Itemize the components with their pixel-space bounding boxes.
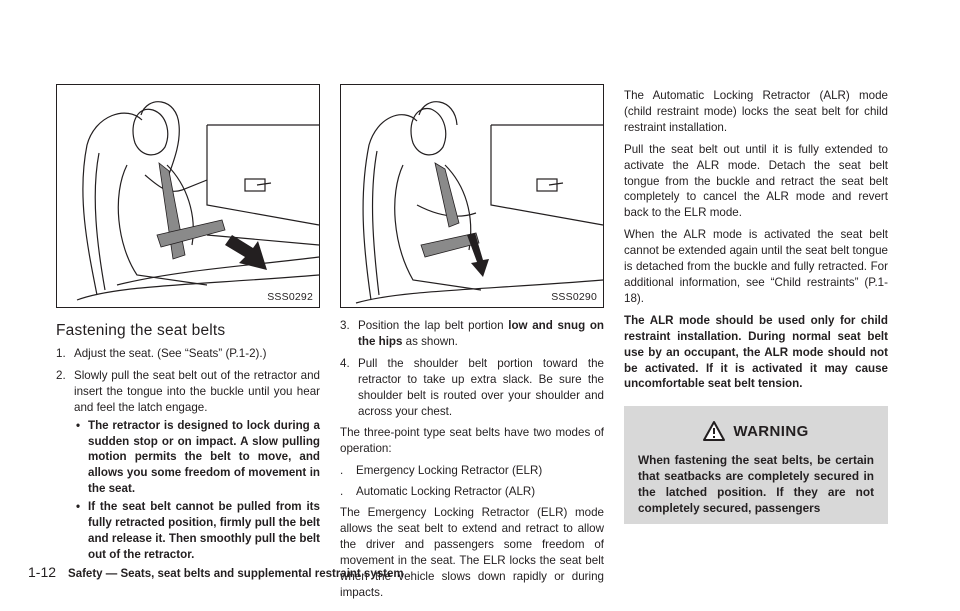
illustration-woman-fastening-belt: [57, 85, 319, 307]
page-footer: [28, 564, 404, 580]
steps-list: [56, 346, 320, 563]
figure-lap-belt: [340, 84, 604, 308]
figure-code: SSS0292: [267, 291, 313, 303]
elr-paragraph: [340, 505, 604, 599]
alr-paragraph-3: When the ALR mode is activated the seat belt cannot be extended again until the seat belt tongue is detached from the buckle and fully retracted. For additional information, see “Child restraints” (P.1-18).: [624, 228, 888, 305]
step-3: [340, 318, 604, 350]
page-number: 1-12: [28, 564, 57, 580]
mode-item: [340, 484, 604, 500]
column-middle: [340, 84, 604, 599]
warning-body: [624, 450, 888, 516]
mode-text: Emergency Locking Retractor (ELR): [356, 464, 543, 478]
warning-box: [624, 406, 888, 524]
illustration-woman-lap-belt: [341, 85, 603, 307]
mode-item: [340, 463, 604, 479]
warning-header: [624, 406, 888, 450]
bullet-item: [74, 499, 320, 563]
step-text-end: as shown.: [402, 334, 458, 348]
bullet-text: The retractor is designed to lock during a sudden stop or on impact. A slow pulling motion permits the belt to move, and allows you some freedom of movement in the seat.: [88, 418, 320, 496]
step-emphasis: low and snug on the hips: [358, 319, 604, 348]
step-text: Slowly pull the seat belt out of the retractor and insert the tongue into the buckle until you hear and feel the latch engage.: [74, 368, 320, 414]
bullet-marker: •: [76, 418, 81, 432]
step-4: [340, 356, 604, 420]
alr-bold-note: The ALR mode should be used only for child restraint installation. During normal seat belt use by an occupant, the ALR mode should not be activated. If it is activated it may cause uncomfortable seat belt tension.: [624, 313, 888, 391]
step-1: [56, 346, 320, 362]
section-heading: Fastening the seat belts: [56, 322, 226, 339]
bullet-item: [74, 418, 320, 498]
step-2: [56, 368, 320, 563]
mode-marker: .: [340, 464, 344, 478]
elr-text: The Emergency Locking Retractor (ELR) mode allows the seat belt to extend and retract to allow the driver and passengers some freedom of movement in the seat. The ELR locks the seat belt when the vehicle slows down rapidly or during impacts.: [340, 506, 604, 599]
mode-marker: .: [340, 485, 344, 499]
column-left: [56, 84, 320, 569]
step-number: 3.: [340, 319, 350, 332]
step-text: Position the lap belt portion: [358, 319, 509, 332]
step-text: Pull the shoulder belt portion toward the retractor to take up extra slack. Be sure the shoulder belt is routed over your shoulder and across your chest.: [358, 356, 604, 418]
step-text: Adjust the seat. (See “Seats” (P.1-2).): [74, 347, 267, 360]
step-number: 2.: [56, 368, 66, 382]
modes-list: [340, 463, 604, 500]
alr-paragraph-2: Pull the seat belt out until it is fully extended to activate the ALR mode. Detach the seat belt tongue from the buckle and retract the seat belt completely to cancel the ALR mode and revert back to the ELR mode.: [624, 142, 888, 220]
modes-intro: The three-point type seat belts have two modes of operation:: [340, 426, 604, 456]
footer-title: Safety — Seats, seat belts and supplemental restraint system: [68, 568, 404, 580]
steps-list-continued: [340, 318, 604, 419]
step-number: 4.: [340, 356, 350, 370]
column-right: [624, 88, 888, 524]
alr-paragraph-1: The Automatic Locking Retractor (ALR) mode (child restraint mode) locks the seat belt for child restraint installation.: [624, 89, 888, 134]
warning-text: When fastening the seat belts, be certain that seatbacks are completely secured in the latched position. If they are not completely secured, passengers: [638, 453, 874, 516]
figure-code: SSS0290: [551, 291, 597, 303]
step-number: 1.: [56, 347, 66, 360]
warning-title: WARNING: [733, 422, 809, 440]
warning-triangle-icon: [703, 421, 725, 441]
bullet-text: If the seat belt cannot be pulled from its fully retracted position, firmly pull the belt and release it. Then smoothly pull the belt out of the retractor.: [88, 500, 320, 561]
bullet-marker: •: [76, 500, 81, 514]
step-2-bullets: [74, 418, 320, 563]
mode-text: Automatic Locking Retractor (ALR): [356, 485, 536, 499]
figure-fastening-belt: [56, 84, 320, 308]
